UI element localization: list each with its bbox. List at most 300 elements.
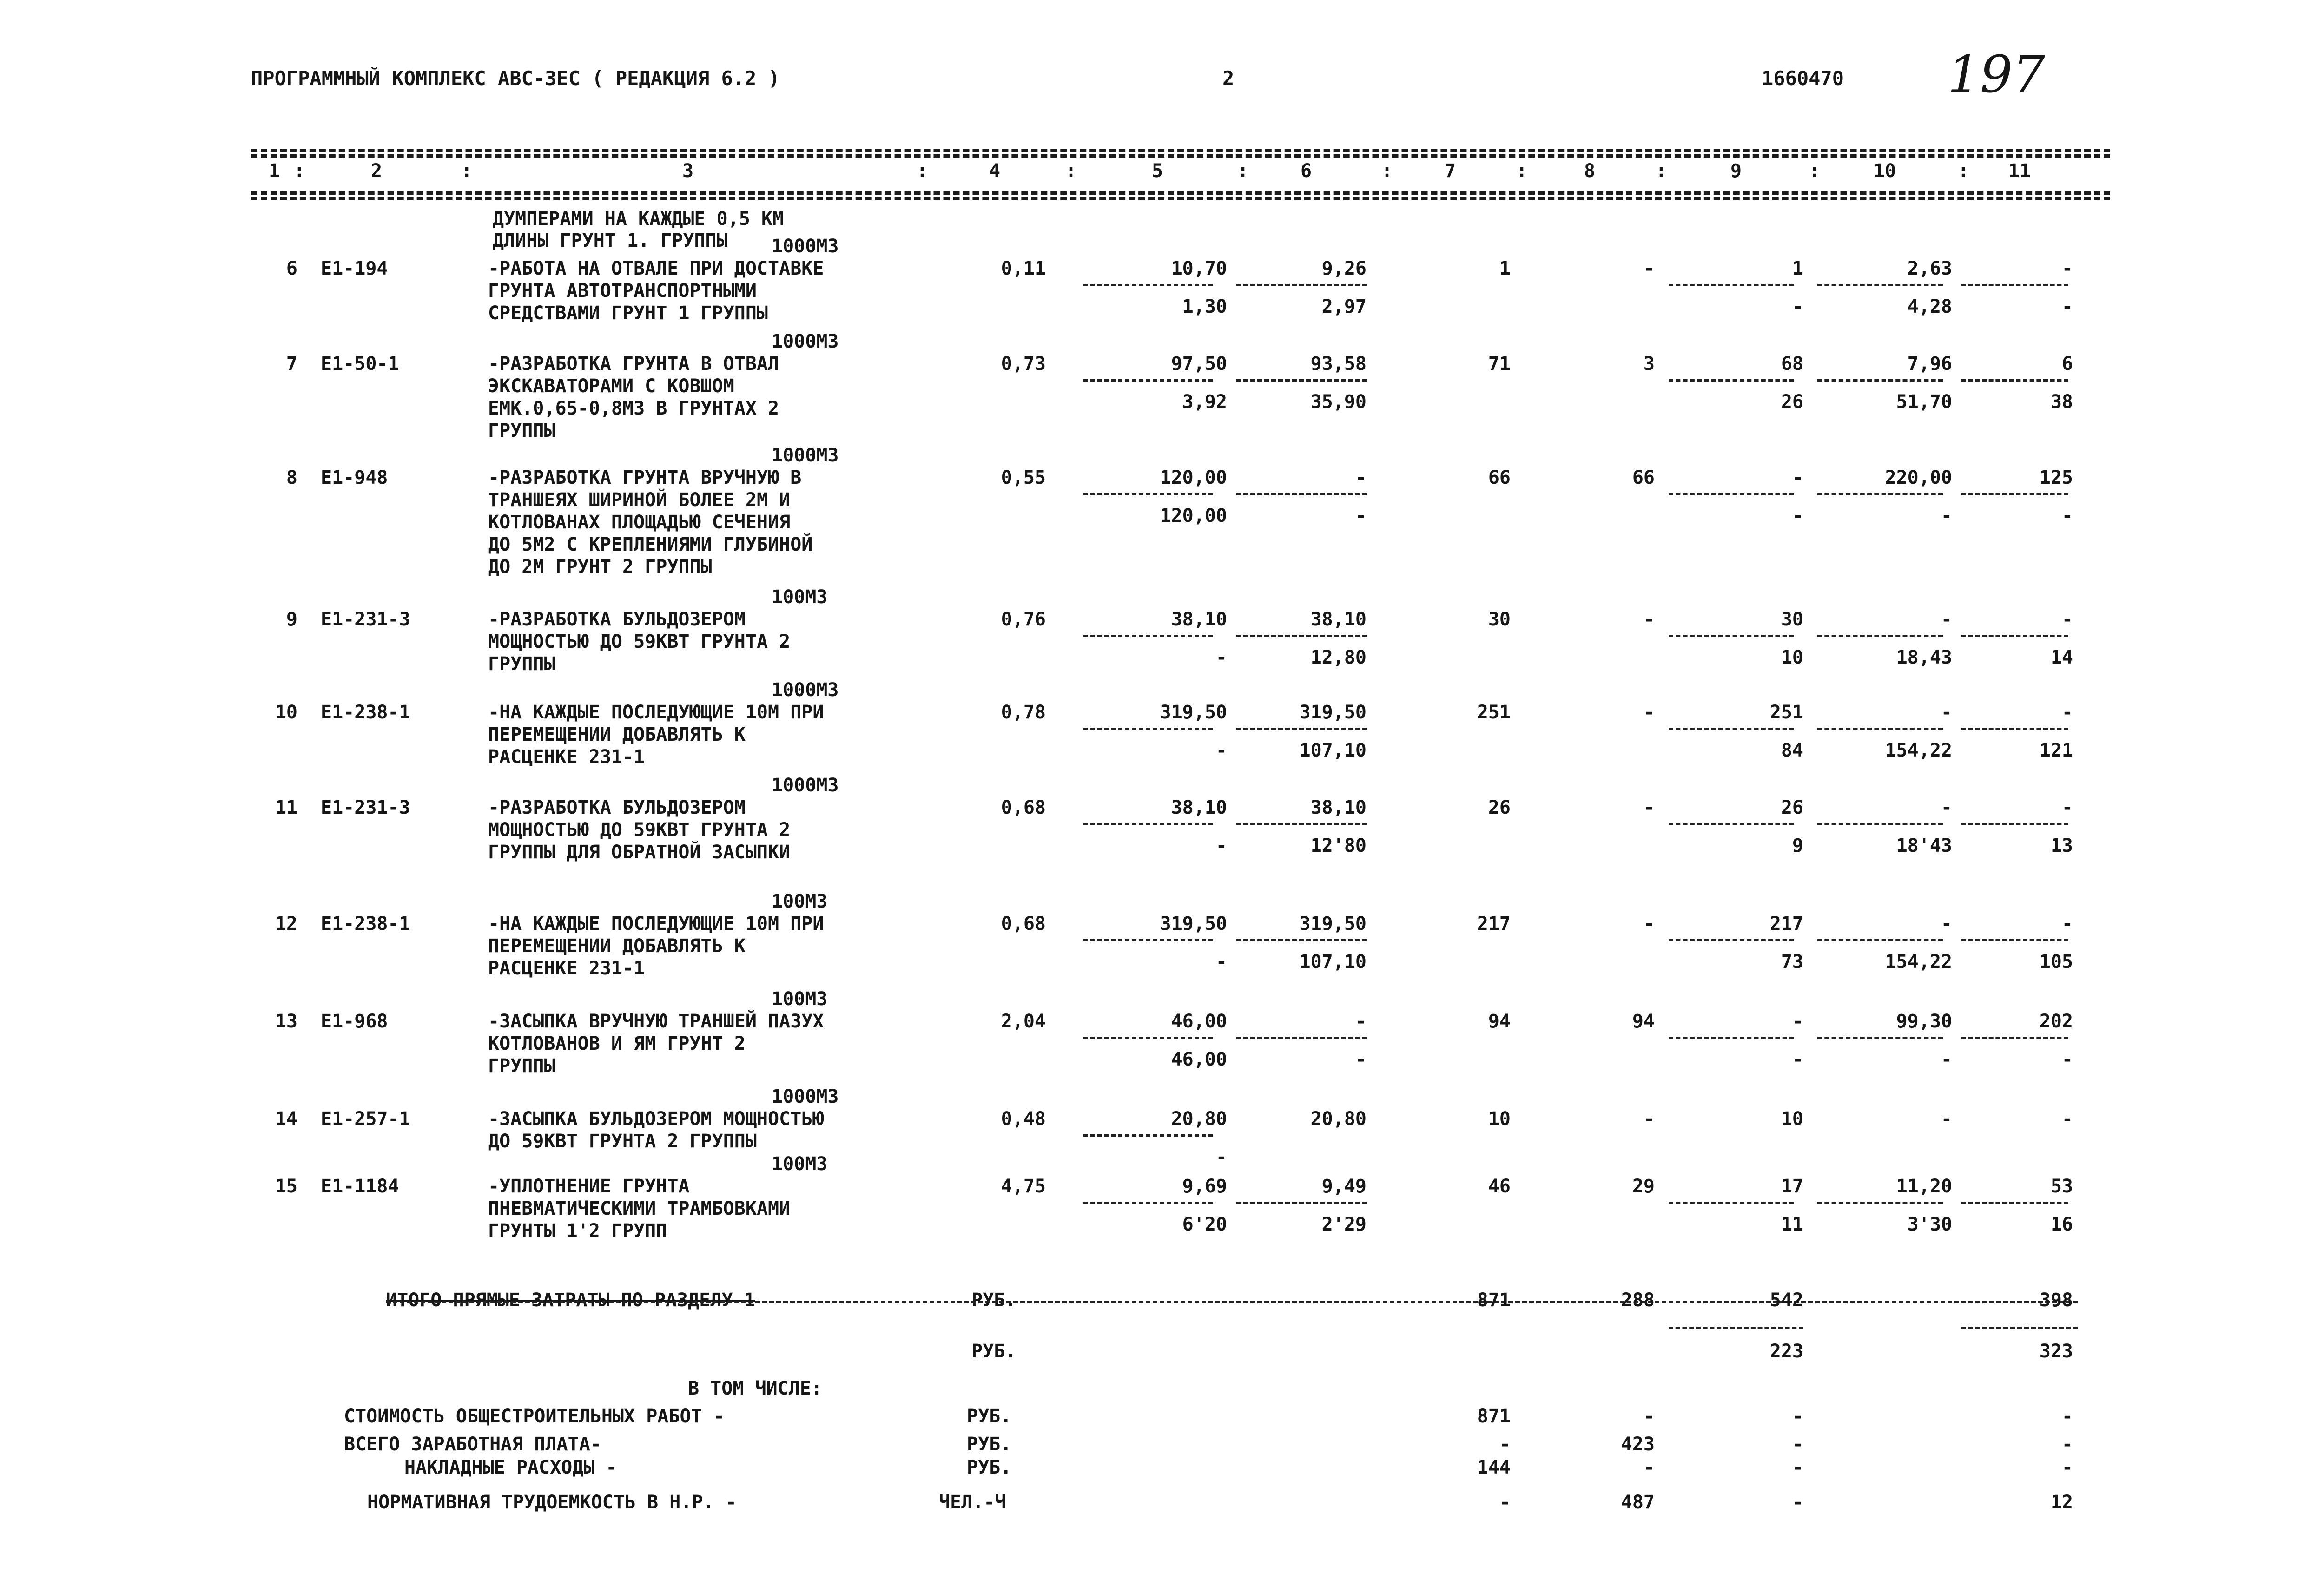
row-subtotal-rule <box>1236 379 1367 382</box>
row-unit: 1000М3 <box>772 1086 839 1107</box>
row-description-line: -ЗАСЫПКА БУЛЬДОЗЕРОМ МОЩНОСТЬЮ <box>488 1108 824 1130</box>
row-c4: 2,04 <box>1001 1011 1046 1032</box>
totals-unit-2: РУБ. <box>971 1341 1017 1362</box>
row-c8: - <box>1643 913 1655 934</box>
row-description-line: ГРУНТЫ 1'2 ГРУПП <box>488 1220 667 1242</box>
row-c4: 0,68 <box>1001 913 1046 934</box>
summary-col9: - <box>1792 1434 1803 1455</box>
row-description-line: ГРУППЫ <box>488 653 555 675</box>
row-subtotal-rule <box>1961 939 2068 941</box>
row-code: Е1-257-1 <box>321 1108 410 1130</box>
row-number: 6 <box>286 258 297 279</box>
row-subtotal-rule <box>1669 1037 1794 1039</box>
row-subtotal-rule <box>1669 728 1794 730</box>
row-subtotal-rule <box>1236 493 1367 495</box>
row-c9b: - <box>1792 1049 1803 1070</box>
column-header-5: 5 <box>1151 160 1163 182</box>
totals-col9: 542 <box>1769 1290 1803 1311</box>
row-c8: 29 <box>1632 1176 1655 1197</box>
row-c5b: - <box>1215 951 1227 973</box>
row-description-line: ПЕРЕМЕЩЕНИИ ДОБАВЛЯТЬ К <box>488 724 746 745</box>
column-separator: : <box>1237 160 1249 182</box>
column-separator: : <box>1656 160 1667 182</box>
totals-col11: 398 <box>2039 1290 2073 1311</box>
row-c9: 10 <box>1781 1108 1803 1130</box>
row-number: 10 <box>275 702 297 723</box>
row-c7: 71 <box>1488 353 1511 375</box>
row-c6: 319,50 <box>1299 913 1367 934</box>
row-c4: 0,55 <box>1001 467 1046 488</box>
column-header-10: 10 <box>1873 160 1896 182</box>
row-code: Е1-50-1 <box>321 353 399 375</box>
row-c11: - <box>2061 609 2073 630</box>
row-subtotal-rule <box>1669 823 1794 825</box>
summary-col8: - <box>1643 1457 1655 1478</box>
row-c7: 10 <box>1488 1108 1511 1130</box>
row-c10: 2,63 <box>1907 258 1952 279</box>
summary-col8: 487 <box>1621 1492 1655 1513</box>
row-subtotal-rule <box>1669 379 1794 382</box>
continuation-line-1: ДУМПЕРАМИ НА КАЖДЫЕ 0,5 КМ <box>493 208 784 230</box>
row-c8: 94 <box>1632 1011 1655 1032</box>
row-c9b: 9 <box>1792 835 1803 856</box>
row-subtotal-rule <box>1961 823 2068 825</box>
row-c9b: 10 <box>1781 647 1803 668</box>
page-number: 2 <box>1222 67 1235 90</box>
table-top-rule <box>251 149 2110 152</box>
program-title: ПРОГРАММНЫЙ КОМПЛЕКС АВС-ЗЕС ( РЕДАКЦИЯ 6.2 ) <box>251 67 780 90</box>
row-c5b: 46,00 <box>1171 1049 1227 1070</box>
row-c11b: - <box>2061 296 2073 317</box>
row-c9: 30 <box>1781 609 1803 630</box>
row-c5b: 120,00 <box>1160 505 1227 526</box>
row-subtotal-rule <box>1961 728 2068 730</box>
row-c4: 0,76 <box>1001 609 1046 630</box>
column-separator: : <box>1958 160 1969 182</box>
row-c7: 30 <box>1488 609 1511 630</box>
row-subtotal-rule <box>1817 493 1943 495</box>
row-c4: 0,78 <box>1001 702 1046 723</box>
row-c5: 319,50 <box>1160 702 1227 723</box>
row-c10: 11,20 <box>1896 1176 1952 1197</box>
row-description-line: -РАЗРАБОТКА БУЛЬДОЗЕРОМ <box>488 609 746 630</box>
row-c11: 125 <box>2039 467 2073 488</box>
row-unit: 1000М3 <box>772 331 839 352</box>
row-description-line: ПЕРЕМЕЩЕНИИ ДОБАВЛЯТЬ К <box>488 935 746 957</box>
totals-col7: 871 <box>1477 1290 1511 1311</box>
row-unit: 1000М3 <box>772 679 839 701</box>
row-c6: 38,10 <box>1310 797 1367 818</box>
row-description-line: -РАЗРАБОТКА БУЛЬДОЗЕРОМ <box>488 797 746 818</box>
row-c10b: 18,43 <box>1896 647 1952 668</box>
row-c9: 68 <box>1781 353 1803 375</box>
row-description-line: ЭКСКАВАТОРАМИ С КОВШОМ <box>488 375 734 397</box>
row-subtotal-rule <box>1669 1202 1794 1204</box>
row-description-line: ДО 59КВТ ГРУНТА 2 ГРУППЫ <box>488 1131 757 1152</box>
row-c4: 0,73 <box>1001 353 1046 375</box>
row-c10b: 154,22 <box>1885 951 1952 973</box>
row-c5: 120,00 <box>1160 467 1227 488</box>
row-c10b: 154,22 <box>1885 740 1952 761</box>
row-description-line: -УПЛОТНЕНИЕ ГРУНТА <box>488 1176 690 1197</box>
row-description-line: ДО 2М ГРУНТ 2 ГРУППЫ <box>488 556 712 578</box>
totals-strike-rule <box>386 1301 2078 1303</box>
row-c5: 319,50 <box>1160 913 1227 934</box>
row-c7: 251 <box>1477 702 1511 723</box>
row-description-line: КОТЛОВАНАХ ПЛОЩАДЬЮ СЕЧЕНИЯ <box>488 512 791 533</box>
row-subtotal-rule <box>1817 939 1943 941</box>
row-unit: 100М3 <box>772 586 828 608</box>
summary-col11: - <box>2061 1406 2073 1427</box>
row-c10b: - <box>1941 1049 1952 1070</box>
row-unit: 1000М3 <box>772 445 839 466</box>
row-description-line: -НА КАЖДЫЕ ПОСЛЕДУЮЩИЕ 10М ПРИ <box>488 913 824 934</box>
row-description-line: ГРУППЫ ДЛЯ ОБРАТНОЙ ЗАСЫПКИ <box>488 842 791 863</box>
row-c10b: - <box>1941 505 1952 526</box>
totals-col9-b: 223 <box>1769 1341 1803 1362</box>
column-separator: : <box>1809 160 1821 182</box>
row-c11b: 14 <box>2050 647 2073 668</box>
row-subtotal-rule <box>1083 1202 1213 1204</box>
column-header-9: 9 <box>1730 160 1742 182</box>
row-description-line: ГРУНТА АВТОТРАНСПОРТНЫМИ <box>488 280 757 302</box>
row-unit: 100М3 <box>772 891 828 912</box>
row-description-line: ГРУППЫ <box>488 420 555 441</box>
row-description-line: ДО 5М2 С КРЕПЛЕНИЯМИ ГЛУБИНОЙ <box>488 534 813 555</box>
row-unit: 1000М3 <box>772 775 839 796</box>
row-subtotal-rule <box>1669 493 1794 495</box>
summary-col11: - <box>2061 1434 2073 1455</box>
row-c9: 251 <box>1769 702 1803 723</box>
row-c11b: 105 <box>2039 951 2073 973</box>
row-code: Е1-1184 <box>321 1176 399 1197</box>
row-c5: 38,10 <box>1171 797 1227 818</box>
row-c11: - <box>2061 797 2073 818</box>
row-c6b: - <box>1355 505 1367 526</box>
row-subtotal-rule <box>1083 728 1213 730</box>
row-description-line: -РАБОТА НА ОТВАЛЕ ПРИ ДОСТАВКЕ <box>488 258 824 279</box>
document-number: 1660470 <box>1762 67 1844 90</box>
row-c7: 26 <box>1488 797 1511 818</box>
row-c11b: 16 <box>2050 1214 2073 1235</box>
row-unit: 100М3 <box>772 1153 828 1175</box>
column-separator: : <box>461 160 473 182</box>
row-c11: - <box>2061 258 2073 279</box>
row-number: 7 <box>286 353 297 375</box>
row-c4: 0,11 <box>1001 258 1046 279</box>
row-number: 14 <box>275 1108 297 1130</box>
totals-rule-9 <box>1669 1327 1803 1329</box>
row-c10: 7,96 <box>1907 353 1952 375</box>
row-c11: - <box>2061 913 2073 934</box>
column-header-4: 4 <box>989 160 1001 182</box>
row-unit: 1000М3 <box>772 236 839 257</box>
row-code: Е1-231-3 <box>321 797 410 818</box>
row-c10: - <box>1941 1108 1952 1130</box>
column-header-11: 11 <box>2008 160 2031 182</box>
row-subtotal-rule <box>1817 728 1943 730</box>
sheet-number: 197 <box>1948 45 2045 104</box>
row-c11: 202 <box>2039 1011 2073 1032</box>
row-subtotal-rule <box>1083 823 1213 825</box>
row-c4: 4,75 <box>1001 1176 1046 1197</box>
row-c9: 26 <box>1781 797 1803 818</box>
column-separator: : <box>294 160 305 182</box>
row-description-line: -РАЗРАБОТКА ГРУНТА ВРУЧНУЮ В <box>488 467 802 488</box>
header-bottom-rule <box>251 191 2110 195</box>
row-c6: 93,58 <box>1310 353 1367 375</box>
row-c10: 99,30 <box>1896 1011 1952 1032</box>
summary-col11: 12 <box>2050 1492 2073 1513</box>
row-subtotal-rule <box>1961 379 2068 382</box>
row-c5b: 1,30 <box>1182 296 1227 317</box>
row-description-line: МОЩНОСТЬЮ ДО 59КВТ ГРУНТА 2 <box>488 631 791 652</box>
row-c9b: - <box>1792 505 1803 526</box>
row-code: Е1-231-3 <box>321 609 410 630</box>
row-code: Е1-968 <box>321 1011 388 1032</box>
row-number: 11 <box>275 797 297 818</box>
summary-col7: 871 <box>1477 1406 1511 1427</box>
row-subtotal-rule <box>1961 1037 2068 1039</box>
row-c9: 217 <box>1769 913 1803 934</box>
summary-unit: РУБ. <box>967 1434 1012 1455</box>
column-header-3: 3 <box>682 160 694 182</box>
summary-label: СТОИМОСТЬ ОБЩЕСТРОИТЕЛЬНЫХ РАБОТ - <box>344 1406 725 1427</box>
row-c7: 1 <box>1499 258 1511 279</box>
row-c9b: - <box>1792 296 1803 317</box>
row-c11b: - <box>2061 505 2073 526</box>
row-c9b: 11 <box>1781 1214 1803 1235</box>
summary-col9: - <box>1792 1406 1803 1427</box>
row-c5: 9,69 <box>1182 1176 1227 1197</box>
row-description-line: -ЗАСЫПКА ВРУЧНУЮ ТРАНШЕЙ ПАЗУХ <box>488 1011 824 1032</box>
row-subtotal-rule <box>1083 939 1213 941</box>
row-number: 15 <box>275 1176 297 1197</box>
row-c6b: 35,90 <box>1310 391 1367 413</box>
row-description-line: РАСЦЕНКЕ 231-1 <box>488 958 645 979</box>
row-c10: - <box>1941 797 1952 818</box>
row-subtotal-rule <box>1817 379 1943 382</box>
row-c9: 1 <box>1792 258 1803 279</box>
row-c11b: - <box>2061 1049 2073 1070</box>
row-subtotal-rule <box>1236 635 1367 637</box>
row-subtotal-rule <box>1961 635 2068 637</box>
row-c5b: 6'20 <box>1182 1214 1227 1235</box>
row-c8: 66 <box>1632 467 1655 488</box>
column-separator: : <box>1065 160 1077 182</box>
row-c8: - <box>1643 702 1655 723</box>
row-description-line: -РАЗРАБОТКА ГРУНТА В ОТВАЛ <box>488 353 779 375</box>
row-number: 8 <box>286 467 297 488</box>
row-c8: - <box>1643 1108 1655 1130</box>
row-subtotal-rule <box>1236 1037 1367 1039</box>
row-c5b: - <box>1215 1146 1227 1168</box>
row-c9: 17 <box>1781 1176 1803 1197</box>
summary-col9: - <box>1792 1457 1803 1478</box>
summary-label: НАКЛАДНЫЕ РАСХОДЫ - <box>404 1457 617 1478</box>
row-description-line: ЕМК.0,65-0,8М3 В ГРУНТАХ 2 <box>488 398 779 419</box>
row-c8: - <box>1643 797 1655 818</box>
column-header-8: 8 <box>1584 160 1596 182</box>
summary-col9: - <box>1792 1492 1803 1513</box>
row-subtotal-rule <box>1236 1202 1367 1204</box>
row-c4: 0,68 <box>1001 797 1046 818</box>
row-c5b: - <box>1215 740 1227 761</box>
row-c6b: 2,97 <box>1321 296 1367 317</box>
column-separator: : <box>1381 160 1393 182</box>
summary-unit: РУБ. <box>967 1457 1012 1478</box>
row-description-line: ПНЕВМАТИЧЕСКИМИ ТРАМБОВКАМИ <box>488 1198 791 1219</box>
row-subtotal-rule <box>1083 379 1213 382</box>
row-subtotal-rule <box>1236 728 1367 730</box>
row-c9b: 73 <box>1781 951 1803 973</box>
row-c7: 46 <box>1488 1176 1511 1197</box>
row-code: Е1-238-1 <box>321 913 410 934</box>
summary-label: НОРМАТИВНАЯ ТРУДОЕМКОСТЬ В Н.Р. - <box>367 1492 737 1513</box>
row-subtotal-rule <box>1817 1202 1943 1204</box>
row-c11b: 13 <box>2050 835 2073 856</box>
totals-label: ИТОГО ПРЯМЫЕ ЗАТРАТЫ ПО РАЗДЕЛУ 1 <box>386 1290 755 1311</box>
row-c5b: - <box>1215 647 1227 668</box>
row-c11: 53 <box>2050 1176 2073 1197</box>
row-c7: 217 <box>1477 913 1511 934</box>
header-bottom-rule-2 <box>251 197 2110 200</box>
continuation-line-2: ДЛИНЫ ГРУНТ 1. ГРУППЫ <box>493 230 728 251</box>
row-c5: 97,50 <box>1171 353 1227 375</box>
row-number: 12 <box>275 913 297 934</box>
row-subtotal-rule <box>1669 635 1794 637</box>
row-description-line: ТРАНШЕЯХ ШИРИНОЙ БОЛЕЕ 2М И <box>488 489 791 511</box>
row-subtotal-rule <box>1236 823 1367 825</box>
row-description-line: РАСЦЕНКЕ 231-1 <box>488 746 645 768</box>
summary-col8: 423 <box>1621 1434 1655 1455</box>
totals-rule-11 <box>1961 1327 2078 1329</box>
column-header-2: 2 <box>370 160 383 182</box>
row-code: Е1-238-1 <box>321 702 410 723</box>
summary-unit: ЧЕЛ.-Ч <box>939 1492 1006 1513</box>
row-c6: - <box>1355 467 1367 488</box>
row-c5: 46,00 <box>1171 1011 1227 1032</box>
summary-col11: - <box>2061 1457 2073 1478</box>
column-separator: : <box>1516 160 1528 182</box>
row-c6: 20,80 <box>1310 1108 1367 1130</box>
totals-col11-b: 323 <box>2039 1341 2073 1362</box>
row-unit: 100М3 <box>772 988 828 1010</box>
row-c9: - <box>1792 1011 1803 1032</box>
row-c8: - <box>1643 258 1655 279</box>
column-header-6: 6 <box>1300 160 1312 182</box>
row-subtotal-rule <box>1669 284 1794 286</box>
row-c5: 10,70 <box>1171 258 1227 279</box>
summary-col7: - <box>1499 1492 1511 1513</box>
row-c5b: 3,92 <box>1182 391 1227 413</box>
summary-col8: - <box>1643 1406 1655 1427</box>
summary-unit: РУБ. <box>967 1406 1012 1427</box>
row-subtotal-rule <box>1669 939 1794 941</box>
summary-label: ВСЕГО ЗАРАБОТНАЯ ПЛАТА- <box>344 1434 601 1455</box>
row-number: 13 <box>275 1011 297 1032</box>
column-header-7: 7 <box>1444 160 1456 182</box>
row-description-line: КОТЛОВАНОВ И ЯМ ГРУНТ 2 <box>488 1033 746 1054</box>
row-c6: 9,49 <box>1321 1176 1367 1197</box>
totals-col8: 288 <box>1621 1290 1655 1311</box>
row-c9: - <box>1792 467 1803 488</box>
row-c10: - <box>1941 609 1952 630</box>
row-code: Е1-194 <box>321 258 388 279</box>
row-subtotal-rule <box>1817 823 1943 825</box>
row-c7: 66 <box>1488 467 1511 488</box>
summary-heading: В ТОМ ЧИСЛЕ: <box>688 1378 822 1399</box>
row-c8: - <box>1643 609 1655 630</box>
row-c9b: 84 <box>1781 740 1803 761</box>
row-c6: 38,10 <box>1310 609 1367 630</box>
row-description-line: ГРУППЫ <box>488 1055 555 1077</box>
column-header-1: 1 <box>268 160 280 182</box>
row-c6: 9,26 <box>1321 258 1367 279</box>
row-subtotal-rule <box>1083 493 1213 495</box>
row-c6b: 2'29 <box>1321 1214 1367 1235</box>
summary-col7: 144 <box>1477 1457 1511 1478</box>
row-subtotal-rule <box>1083 284 1213 286</box>
row-subtotal-rule <box>1961 284 2068 286</box>
row-subtotal-rule <box>1083 1134 1213 1137</box>
row-description-line: СРЕДСТВАМИ ГРУНТ 1 ГРУППЫ <box>488 303 768 324</box>
row-code: Е1-948 <box>321 467 388 488</box>
row-c8: 3 <box>1643 353 1655 375</box>
row-c6b: 107,10 <box>1299 740 1367 761</box>
row-c10: - <box>1941 913 1952 934</box>
row-subtotal-rule <box>1083 635 1213 637</box>
row-c11: 6 <box>2061 353 2073 375</box>
row-c10: - <box>1941 702 1952 723</box>
row-c9b: 26 <box>1781 391 1803 413</box>
row-c11: - <box>2061 702 2073 723</box>
row-c6b: 12'80 <box>1310 835 1367 856</box>
row-subtotal-rule <box>1817 1037 1943 1039</box>
row-c11b: 121 <box>2039 740 2073 761</box>
totals-unit: РУБ. <box>971 1290 1017 1311</box>
row-subtotal-rule <box>1961 1202 2068 1204</box>
row-subtotal-rule <box>1817 635 1943 637</box>
table-top-rule-2 <box>251 154 2110 158</box>
row-c10b: 4,28 <box>1907 296 1952 317</box>
row-c11b: 38 <box>2050 391 2073 413</box>
row-subtotal-rule <box>1961 493 2068 495</box>
summary-col7: - <box>1499 1434 1511 1455</box>
row-number: 9 <box>286 609 297 630</box>
row-c11: - <box>2061 1108 2073 1130</box>
row-c4: 0,48 <box>1001 1108 1046 1130</box>
row-c6b: 12,80 <box>1310 647 1367 668</box>
row-c5b: - <box>1215 835 1227 856</box>
row-subtotal-rule <box>1236 939 1367 941</box>
row-c6: 319,50 <box>1299 702 1367 723</box>
row-subtotal-rule <box>1083 1037 1213 1039</box>
row-c5: 20,80 <box>1171 1108 1227 1130</box>
row-c7: 94 <box>1488 1011 1511 1032</box>
column-separator: : <box>917 160 928 182</box>
row-c6b: 107,10 <box>1299 951 1367 973</box>
row-c10: 220,00 <box>1885 467 1952 488</box>
row-c6: - <box>1355 1011 1367 1032</box>
row-c10b: 51,70 <box>1896 391 1952 413</box>
row-description-line: -НА КАЖДЫЕ ПОСЛЕДУЮЩИЕ 10М ПРИ <box>488 702 824 723</box>
row-subtotal-rule <box>1817 284 1943 286</box>
row-subtotal-rule <box>1236 284 1367 286</box>
row-c6b: - <box>1355 1049 1367 1070</box>
row-description-line: МОЩНОСТЬЮ ДО 59КВТ ГРУНТА 2 <box>488 819 791 841</box>
row-c10b: 18'43 <box>1896 835 1952 856</box>
